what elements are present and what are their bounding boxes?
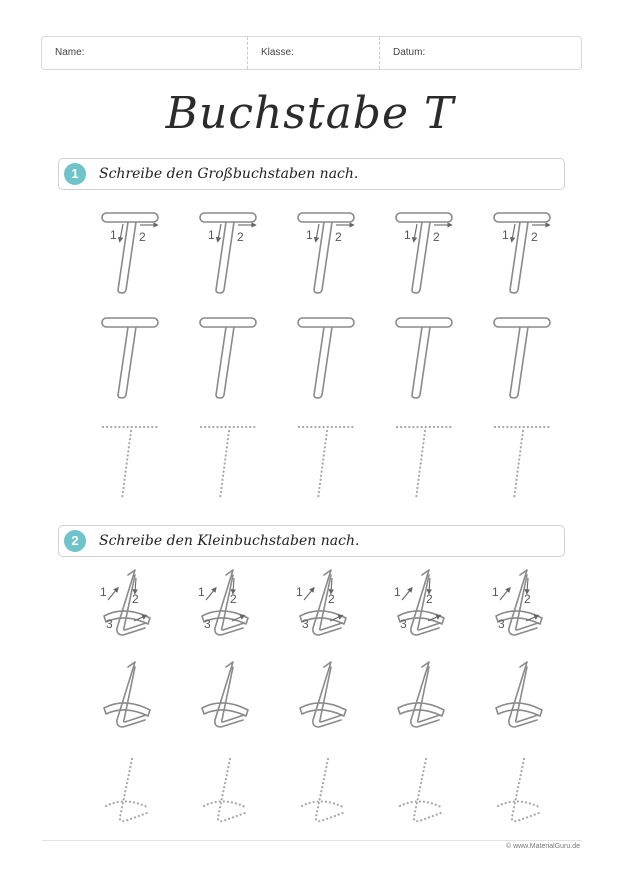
lowercase-t-outline: [300, 662, 346, 727]
uppercase-t-dotted: [299, 427, 353, 499]
uppercase-t-outline: [200, 318, 256, 398]
stroke-number-3: 3: [204, 617, 211, 631]
lowercase-t-outline: [496, 662, 542, 727]
date-label: Datum:: [393, 47, 426, 58]
stroke-1-arrow: [120, 224, 123, 240]
stroke-2-arrow: [233, 578, 234, 592]
footer-divider: [42, 840, 582, 841]
stroke-number-2: 2: [139, 230, 146, 244]
lowercase-t-outline: [202, 662, 248, 727]
stroke-number-1: 1: [492, 585, 499, 599]
stroke-number-3: 3: [400, 617, 407, 631]
stroke-number-1: 1: [296, 585, 303, 599]
task-1-instruction: Schreibe den Großbuchstaben nach.: [99, 166, 359, 182]
class-label: Klasse:: [261, 47, 294, 58]
task-2-instruction: Schreibe den Kleinbuchstaben nach.: [99, 533, 360, 549]
stroke-1-arrow: [218, 224, 221, 240]
uppercase-t-dotted: [201, 427, 255, 499]
stroke-1-arrow: [414, 224, 417, 240]
uppercase-t-outline: [396, 318, 452, 398]
stroke-number-2: 2: [132, 592, 139, 606]
stroke-number-3: 3: [106, 617, 113, 631]
uppercase-t-outline: [298, 318, 354, 398]
stroke-number-1: 1: [306, 228, 313, 242]
stroke-2-arrow: [429, 578, 430, 592]
stroke-number-3: 3: [498, 617, 505, 631]
uppercase-t-dotted: [103, 427, 157, 499]
stroke-number-1: 1: [502, 228, 509, 242]
name-label: Name:: [55, 47, 85, 58]
uppercase-t-dotted: [495, 427, 549, 499]
stroke-2-arrow: [331, 578, 332, 592]
stroke-number-1: 1: [198, 585, 205, 599]
footer-credit: © www.MaterialGuru.de: [505, 843, 580, 850]
uppercase-outline-row: [102, 318, 550, 398]
page-title: Buchstabe T: [165, 88, 455, 139]
stroke-1-arrow: [500, 589, 509, 600]
stroke-1-arrow: [206, 589, 215, 600]
stroke-2-arrow: [135, 578, 136, 592]
stroke-number-1: 1: [404, 228, 411, 242]
stroke-number-2: 2: [531, 230, 538, 244]
stroke-number-2: 2: [524, 592, 531, 606]
lowercase-t-outline: [104, 662, 150, 727]
stroke-number-2: 2: [328, 592, 335, 606]
uppercase-t-dotted: [397, 427, 451, 499]
stroke-1-arrow: [316, 224, 319, 240]
lowercase-outline-row: [104, 662, 542, 727]
stroke-2-arrow: [527, 578, 528, 592]
stroke-number-1: 1: [394, 585, 401, 599]
stroke-1-arrow: [512, 224, 515, 240]
uppercase-guided-row: [102, 213, 550, 293]
lowercase-t-dotted: [400, 759, 443, 821]
stroke-number-2: 2: [426, 592, 433, 606]
stroke-number-3: 3: [302, 617, 309, 631]
lowercase-t-dotted: [204, 759, 247, 821]
stroke-number-2: 2: [335, 230, 342, 244]
stroke-number-2: 2: [230, 592, 237, 606]
stroke-number-1: 1: [110, 228, 117, 242]
lowercase-t-dotted: [498, 759, 541, 821]
uppercase-dotted-row: [103, 427, 549, 499]
task-1-badge: 1: [64, 163, 86, 185]
lowercase-t-dotted: [302, 759, 345, 821]
stroke-1-arrow: [108, 589, 117, 600]
lowercase-dotted-row: [106, 759, 541, 821]
stroke-1-arrow: [304, 589, 313, 600]
lowercase-t-outline: [398, 662, 444, 727]
stroke-number-1: 1: [208, 228, 215, 242]
lowercase-t-dotted: [106, 759, 149, 821]
task-2-badge: 2: [64, 530, 86, 552]
lowercase-guided-row: [100, 570, 542, 635]
stroke-number-1: 1: [100, 585, 107, 599]
stroke-number-2: 2: [433, 230, 440, 244]
uppercase-t-outline: [494, 318, 550, 398]
uppercase-t-outline: [102, 318, 158, 398]
stroke-number-2: 2: [237, 230, 244, 244]
stroke-1-arrow: [402, 589, 411, 600]
